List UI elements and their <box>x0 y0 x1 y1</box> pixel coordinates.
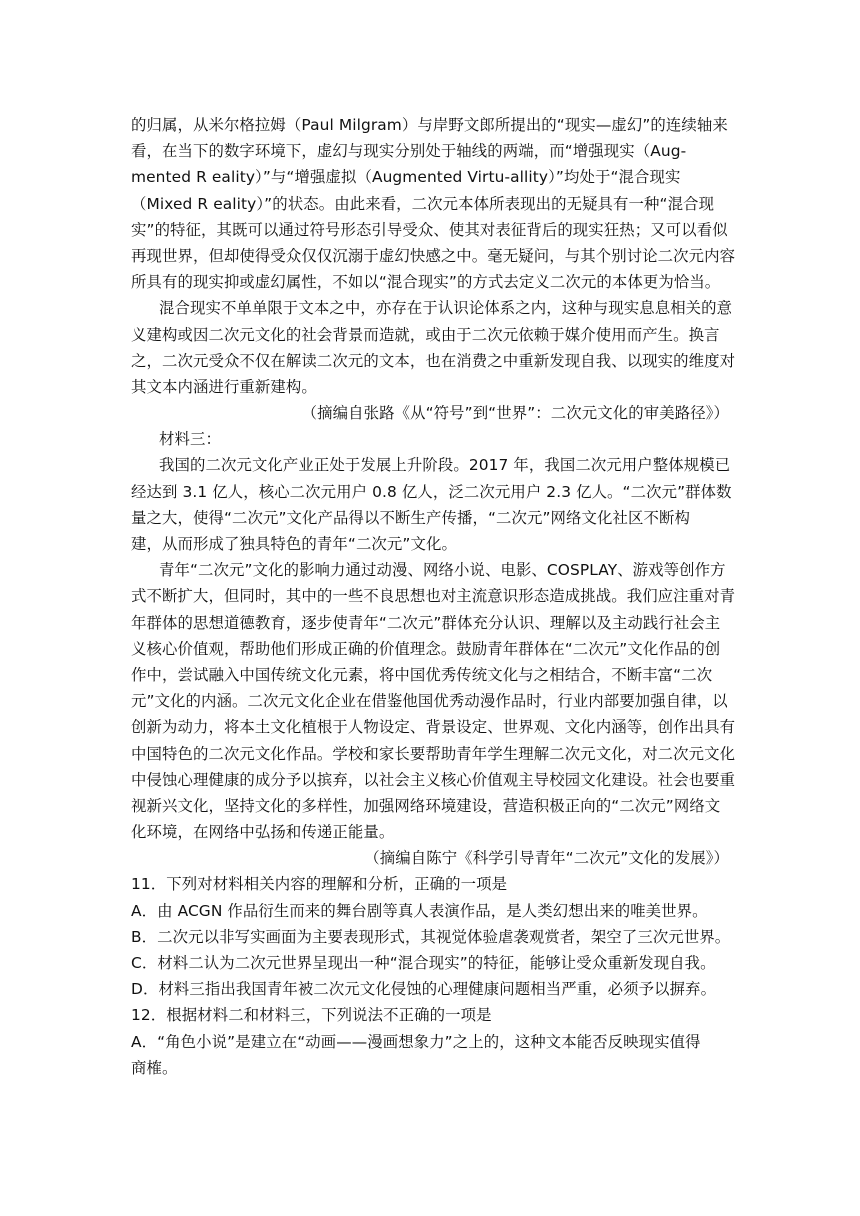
passage-line: （Mixed R eality）”的状态。由此来看，二次元本体所表现出的无疑具有一种“混合现 <box>131 194 715 213</box>
passage-line: 创新为动力，将本土文化植根于人物设定、背景设定、世界观、文化内涵等，创作出具有 <box>131 718 736 737</box>
passage-line: 所具有的现实抑或虚幻属性，不如以“混合现实”的方式去定义二次元的本体更为恰当。 <box>131 273 721 292</box>
passage-line: 义建构或因二次元文化的社会背景而造就，或由于二次元依赖于媒介使用而产生。换言 <box>131 325 720 344</box>
document-page <box>131 112 736 1081</box>
answer-option-a: A．“角色小说”是建立在“动画——漫画想象力”之上的，这种文本能否反映现实值得 <box>131 1032 701 1051</box>
section-heading: 材料三： <box>159 430 221 449</box>
passage-line: 义核心价值观，帮助他们形成正确的价值理念。鼓励青年群体在“二次元”文化作品的创 <box>131 639 721 658</box>
passage-line: mented R eality）”与“增强虚拟（Augmented Virtu-allity）”均处于“混合现实 <box>131 168 681 187</box>
passage-line: 再现世界，但却使得受众仅仅沉溺于虚幻快感之中。毫无疑问，与其个别讨论二次元内容 <box>131 246 736 265</box>
question-stem: 11．下列对材料相关内容的理解和分析，正确的一项是 <box>131 875 508 894</box>
passage-line: 其文本内涵进行重新建构。 <box>131 377 317 396</box>
passage-line: 实”的特征，其既可以通过符号形态引导受众、使其对表征背后的现实狂热；又可以看似 <box>131 220 728 239</box>
passage-line: 年群体的思想道德教育，逐步使青年“二次元”群体充分认识、理解以及主动践行社会主 <box>131 613 721 632</box>
answer-option-a: A．由 ACGN 作品衍生而来的舞台剧等真人表演作品，是人类幻想出来的唯美世界。 <box>131 901 708 920</box>
question-stem: 12．根据材料二和材料三，下列说法不正确的一项是 <box>131 1006 492 1025</box>
passage-line: 建，从而形成了独具特色的青年“二次元”文化。 <box>131 535 457 553</box>
passage-line: 看，在当下的数字环境下，虚幻与现实分别处于轴线的两端，而“增强现实（Aug- <box>131 142 687 161</box>
passage-line: 经达到 3.1 亿人，核心二次元用户 0.8 亿人，泛二次元用户 2.3 亿人。“二次元”群体数 <box>131 482 732 501</box>
passage-line: 中侵蚀心理健康的成分予以摈弃，以社会主义核心价值观主导校园文化建设。社会也要重 <box>131 770 736 789</box>
passage-line: 量之大，使得“二次元”文化产品得以不断生产传播，“二次元”网络文化社区不断构 <box>131 508 690 527</box>
answer-option-c: C．材料二认为二次元世界呈现出一种“混合现实”的特征，能够让受众重新发现自我。 <box>131 954 716 972</box>
passage-line: 我国的二次元文化产业正处于发展上升阶段。2017 年，我国二次元用户整体规模已 <box>159 456 731 475</box>
source-citation: （摘编自陈宁《科学引导青年“二次元”文化的发展》） <box>364 849 729 868</box>
passage-line: 视新兴文化，坚持文化的多样性，加强网络环境建设，营造积极正向的“二次元”网络文 <box>131 796 721 815</box>
passage-line: 式不断扩大，但同时，其中的一些不良思想也对主流意识形态造成挑战。我们应注重对青 <box>131 587 736 606</box>
answer-option-a-continued: 商榷。 <box>131 1058 178 1077</box>
answer-option-b: B．二次元以非写实画面为主要表现形式，其视觉体验虐袭观赏者，架空了三次元世界。 <box>131 927 731 946</box>
passage-line: 中国特色的二次元文化作品。学校和家长要帮助青年学生理解二次元文化，对二次元文化 <box>131 744 736 763</box>
passage-line: 之，二次元受众不仅在解读二次元的文本，也在消费之中重新发现自我、以现实的维度对 <box>131 351 736 370</box>
passage-line: 作中，尝试融入中国传统文化元素，将中国优秀传统文化与之相结合，不断丰富“二次 <box>131 665 713 684</box>
passage-line: 化环境，在网络中弘扬和传递正能量。 <box>131 823 395 842</box>
source-citation: （摘编自张路《从“符号”到“世界”：二次元文化的审美路径》） <box>301 404 729 423</box>
answer-option-d: D．材料三指出我国青年被二次元文化侵蚀的心理健康问题相当严重，必须予以摒弃。 <box>131 980 717 999</box>
passage-line: 青年“二次元”文化的影响力通过动漫、网络小说、电影、COSPLAY、游戏等创作方 <box>159 561 726 580</box>
passage-line: 的归属，从米尔格拉姆（Paul Milgram）与岸野文郎所提出的“现实—虚幻”的连续轴来 <box>131 116 728 134</box>
passage-line: 元”文化的内涵。二次元文化企业在借鉴他国优秀动漫作品时，行业内部要加强自律，以 <box>131 692 728 711</box>
passage-line: 混合现实不单单限于文本之中，亦存在于认识论体系之内，这种与现实息息相关的意 <box>159 299 733 318</box>
